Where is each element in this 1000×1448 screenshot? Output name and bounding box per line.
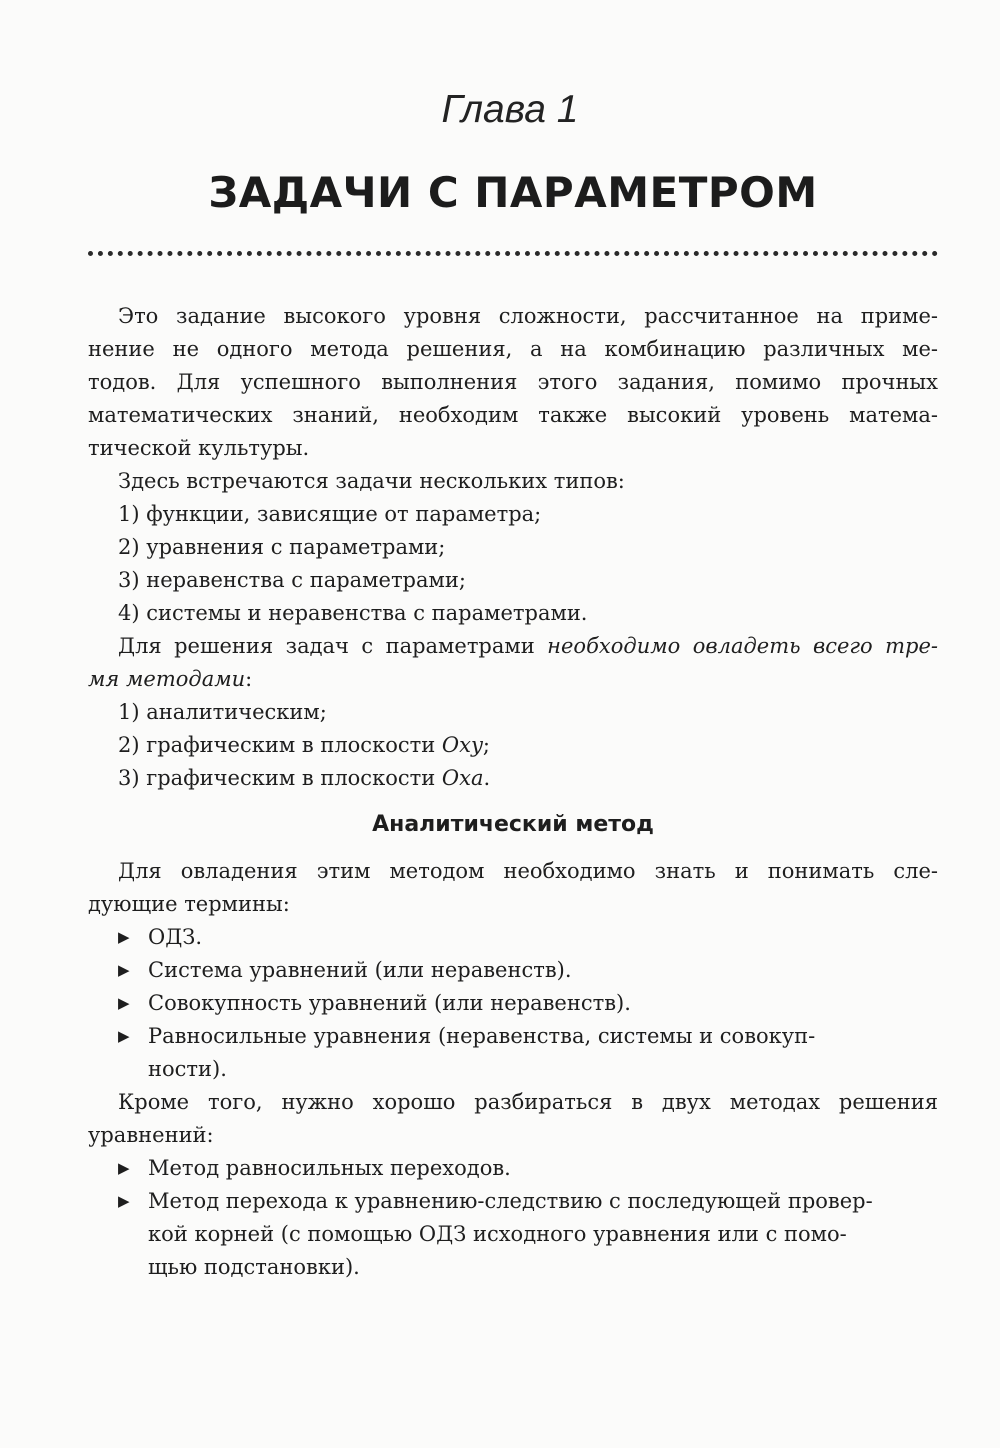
types-intro: Здесь встречаются задачи нескольких типов:	[118, 469, 625, 493]
bullet-icon: ▶	[118, 1027, 130, 1045]
paragraph-line: Для овладения этим методом необходимо знать и понимать сле-	[118, 859, 938, 883]
paragraph-line: нение не одного метода решения, а на комбинацию различных ме-	[88, 337, 938, 361]
bullet-continuation: щью подстановки).	[148, 1255, 360, 1279]
list-item-text: 3) графическим в плоскости	[118, 766, 442, 790]
bullet-item	[88, 1152, 938, 1185]
bullet-text: Совокупность уравнений (или неравенств).	[148, 991, 631, 1015]
paragraph-line: Это задание высокого уровня сложности, рассчитанное на приме-	[118, 304, 938, 328]
list-item-end: ;	[482, 733, 490, 757]
bullet-icon: ▶	[118, 928, 130, 946]
chapter-label: Глава 1	[441, 88, 579, 131]
list-item	[88, 729, 938, 762]
methods-intro-text: Для решения задач с параметрами	[118, 634, 548, 658]
page-body	[88, 300, 938, 1284]
list-item: 2) уравнения с параметрами;	[118, 535, 446, 559]
bullet-text: Метод равносильных переходов.	[148, 1156, 511, 1180]
chapter-title: ЗАДАЧИ С ПАРАМЕТРОМ	[208, 168, 818, 217]
list-item-text: 2) графическим в плоскости	[118, 733, 442, 757]
dotted-divider	[88, 251, 938, 256]
bullet-text: Равносильные уравнения (неравенства, системы и совокуп-	[148, 1024, 816, 1048]
methods-intro-text: :	[245, 667, 253, 691]
bullet-item	[88, 921, 938, 954]
paragraph-line: уравнений:	[88, 1123, 214, 1147]
bullet-item	[88, 1020, 938, 1053]
paragraph-line: дующие термины:	[88, 892, 290, 916]
bullet-item	[88, 1185, 938, 1218]
bullet-text: Метод перехода к уравнению-следствию с последующей провер-	[148, 1189, 873, 1213]
paragraph-line: математических знаний, необходим также высокий уровень матема-	[88, 403, 938, 427]
bullet-icon: ▶	[118, 961, 130, 979]
list-item: 1) аналитическим;	[118, 700, 327, 724]
list-item: 3) неравенства с параметрами;	[118, 568, 466, 592]
list-item: 1) функции, зависящие от параметра;	[118, 502, 542, 526]
bullet-text: Система уравнений (или неравенств).	[148, 958, 572, 982]
list-item	[88, 762, 938, 795]
methods-intro-emphasis: мя методами	[88, 667, 246, 691]
list-item: 4) системы и неравенства с параметрами.	[118, 601, 588, 625]
plane-variable: Oxa	[441, 766, 484, 790]
bullet-text: ОДЗ.	[148, 925, 203, 949]
methods-intro-emphasis: необходимо овладеть всего тре-	[547, 634, 938, 658]
methods-intro-line	[88, 630, 938, 663]
section-heading: Аналитический метод	[372, 812, 654, 837]
paragraph-line: тодов. Для успешного выполнения этого задания, помимо прочных	[88, 370, 938, 394]
plane-variable: Oxy	[441, 733, 483, 757]
bullet-continuation: кой корней (с помощью ОДЗ исходного уравнения или с помо-	[148, 1222, 847, 1246]
bullet-item	[88, 987, 938, 1020]
bullet-item	[88, 954, 938, 987]
list-item-end: .	[483, 766, 491, 790]
bullet-continuation: ности).	[148, 1057, 227, 1081]
bullet-icon: ▶	[118, 1159, 130, 1177]
bullet-icon: ▶	[118, 994, 130, 1012]
methods-intro-line	[88, 663, 938, 696]
paragraph-line: Кроме того, нужно хорошо разбираться в двух методах решения	[118, 1090, 938, 1114]
bullet-icon: ▶	[118, 1192, 130, 1210]
paragraph-line: тической культуры.	[88, 436, 310, 460]
